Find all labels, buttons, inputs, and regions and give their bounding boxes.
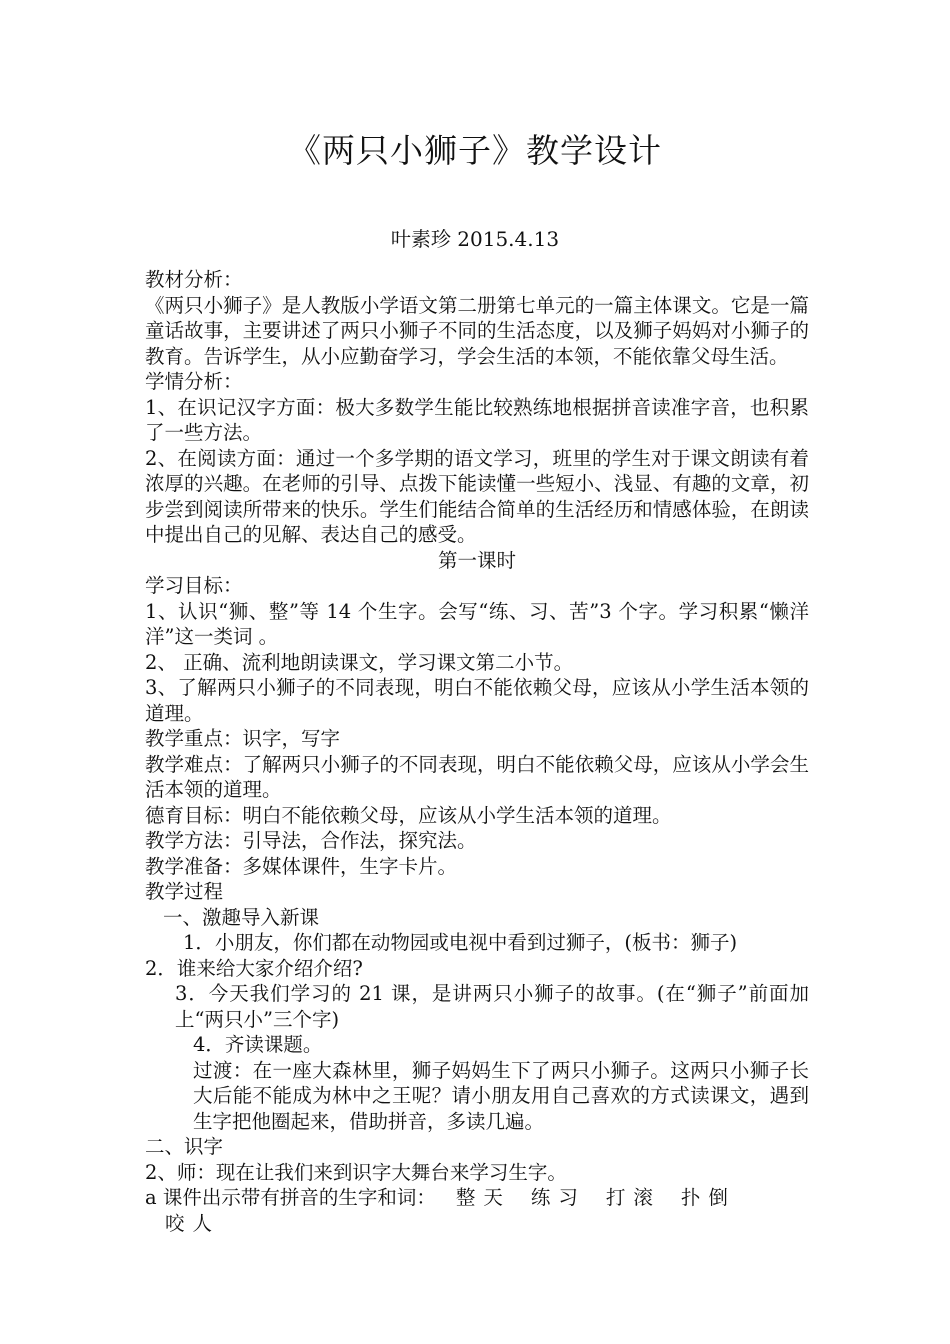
paragraph: 1．小朋友，你们都在动物园或电视中看到过狮子，(板书：狮子) xyxy=(183,931,738,954)
subsection-heading: 二、识字 xyxy=(145,1135,224,1158)
paragraph: 教学准备：多媒体课件，生字卡片。 xyxy=(145,854,458,878)
paragraph: 1、认识“狮、整”等 14 个生字。会写“练、习、苦”3 个字。学习积累“懒洋洋”这一类词 。 xyxy=(145,599,809,648)
paragraph: 《两只小狮子》是人教版小学语文第二册第七单元的一篇主体课文。它是一篇童话故事，主要讲述了两只小狮子不同的生活态度，以及狮子妈妈对小狮子的教育。告诉学生，从小应勤奋学习，学会生活的本领，不能依靠父母生活。 xyxy=(145,293,809,368)
paragraph: 教学重点：识字，写字 xyxy=(145,727,341,750)
vocab-word: 打滚 xyxy=(605,1186,661,1209)
paragraph: 2、 正确、流利地朗读课文，学习课文第二小节。 xyxy=(145,650,574,674)
section-heading: 学情分析： xyxy=(145,370,243,393)
paragraph: 4．齐读课题。 xyxy=(193,1033,323,1056)
subsection-heading: 一、激趣导入新课 xyxy=(163,905,320,929)
vocab-word: 扑倒 xyxy=(680,1186,736,1209)
paragraph: 教学方法：引导法，合作法，探究法。 xyxy=(145,829,477,852)
paragraph: 2、师：现在让我们来到识字大舞台来学习生字。 xyxy=(145,1160,567,1184)
paragraph: 过渡：在一座大森林里，狮子妈妈生下了两只小狮子。这两只小狮子长大后能不能成为林中之王呢？请小朋友用自己喜欢的方式读课文，遇到生字把他圈起来，借助拼音，多读几遍。 xyxy=(193,1058,809,1133)
paragraph: 德育目标：明白不能依赖父母，应该从小学生活本领的道理。 xyxy=(145,803,672,827)
paragraph: 教学难点：了解两只小狮子的不同表现，明白不能依赖父母，应该从小学会生活本领的道理。 xyxy=(145,752,809,801)
lesson-heading: 第一课时 xyxy=(437,548,516,572)
paragraph: 1、在识记汉字方面：极大多数学生能比较熟练地根据拼音读准字音，也积累了一些方法。 xyxy=(145,395,809,444)
vocab-word: 咬人 xyxy=(165,1211,221,1235)
vocab-line xyxy=(145,1185,809,1236)
section-heading: 学习目标： xyxy=(145,574,243,597)
section-heading: 教材分析： xyxy=(145,268,243,291)
document-body xyxy=(145,267,809,1236)
paragraph: 3．今天我们学习的 21 课，是讲两只小狮子的故事。(在“狮子”前面加上“两只小”三个字) xyxy=(175,982,809,1031)
vocab-word: 整天 xyxy=(455,1186,511,1209)
document-title: 《两只小狮子》教学设计 xyxy=(288,131,662,170)
paragraph: 3、了解两只小狮子的不同表现，明白不能依赖父母，应该从小学生活本领的道理。 xyxy=(145,676,809,725)
paragraph: 2．谁来给大家介绍介绍? xyxy=(145,956,363,980)
vocab-word: 练习 xyxy=(530,1186,586,1209)
vocab-intro: a 课件出示带有拼音的生字和词： xyxy=(145,1186,436,1209)
author-date-line: 叶素珍 2015.4.13 xyxy=(390,227,560,251)
paragraph: 2、在阅读方面：通过一个多学期的语文学习，班里的学生对于课文朗读有着浓厚的兴趣。在老师的引导、点拨下能读懂一些短小、浅显、有趣的文章，初步尝到阅读所带来的快乐。学生们能结合简单的生活经历和情感体验，在朗读中提出自己的见解、表达自己的感受。 xyxy=(145,446,809,546)
section-heading: 教学过程 xyxy=(145,880,224,903)
